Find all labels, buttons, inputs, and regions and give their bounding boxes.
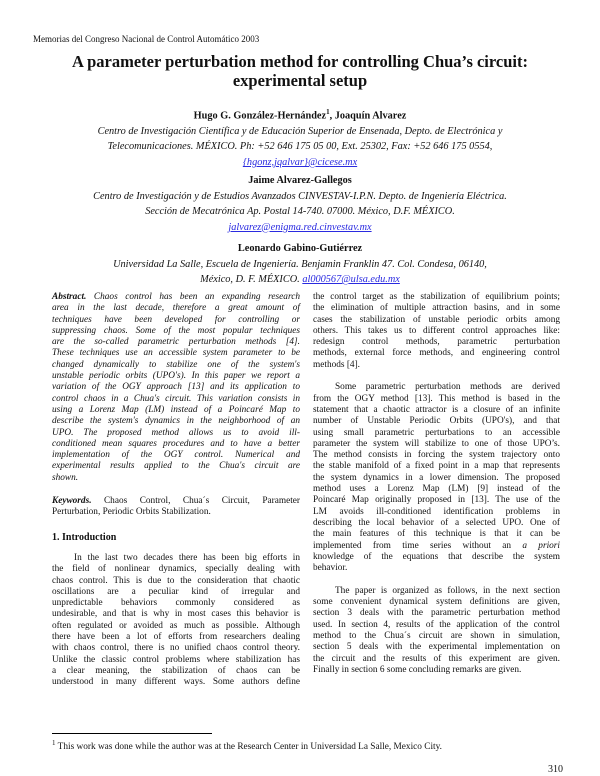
text-line: suppressing chaos. Some of the most popular techniques	[52, 325, 300, 336]
text-line: knowledge of the equations that describe the system	[313, 551, 560, 562]
text-line: are the so-called parametric perturbation methods [4].	[52, 337, 300, 348]
footnote-rule	[52, 733, 212, 734]
affiliation-line: Telecomunicaciones. MÉXICO. Ph: +52 646 175 05 00, Ext. 25302, Fax: +52 646 175 0554,	[107, 141, 493, 153]
author-names: Leonardo Gabino-Gutiérrez	[237, 243, 363, 254]
text-line: The paper is organized as follows, in the next section	[335, 585, 560, 596]
footnote-marker: 1	[52, 739, 56, 747]
text-line: behavior.	[313, 563, 348, 574]
text-line: used. In section 4, results of the application of the control	[313, 619, 560, 630]
text-line: a clear meaning, the stabilization of chaos can be	[52, 665, 300, 676]
affiliation-line: Sección de Mecatrónica Ap. Postal 14-740. 07000. México, D.F. MÉXICO.	[145, 206, 455, 217]
text-line: section 5 deals with the experimental implementation on	[313, 642, 560, 653]
abstract	[52, 292, 300, 484]
text-line: with chaos control, there is no unified chaos control theory.	[52, 643, 300, 654]
email-link[interactable]: al000567@ulsa.edu.mx	[302, 274, 400, 285]
email-link[interactable]: {hgonz,jqalvar}@cicese.mx	[242, 156, 358, 168]
affiliation-line: Centro de Investigación Científica y de Educación Superior de Ensenada, Depto. de Electrónica y	[97, 125, 503, 137]
author-names: Hugo G. González-Hernández	[193, 110, 327, 122]
text-line: the main features of this technique is that it can be	[313, 529, 560, 540]
text-line: the control target as the stabilization of equilibrium points;	[313, 292, 560, 302]
author-names: , Joaquín Alvarez	[329, 110, 407, 122]
intro-right-column	[313, 292, 560, 676]
email-link[interactable]: jalvarez@enigma.red.cinvestav.mx	[228, 221, 372, 233]
text-line: variation of the OGY approach [13] and its application to	[52, 382, 300, 393]
emphasis: a priori	[522, 540, 560, 551]
text-line: Finally in section 6 some concluding remarks are given.	[313, 664, 522, 675]
text-line: undesirable, and that is why in most cases this behavior is	[52, 609, 300, 620]
text-line: the elimination of multiple attraction basins, and in some	[313, 303, 560, 314]
text-line: chaos control. This is due to the consideration that chaotic	[52, 575, 300, 586]
affiliation-line: México, D. F. MÉXICO.	[200, 274, 303, 285]
text-line: number of Unstable Periodic Orbits (UPO's), and that	[313, 416, 560, 427]
author-block-1	[0, 105, 600, 170]
text-line: method to the Chua´s circuit are shown in simulation,	[313, 630, 560, 641]
text-line: Some parametric perturbation methods are derived	[335, 382, 560, 393]
text-line: implementation of the OGY control. Numerical and	[52, 450, 300, 461]
text-line: unpredictable behaviors commonly considered as	[52, 598, 300, 609]
author-block-3	[0, 241, 600, 288]
text-line: statement that a chaotic attractor is a closure of an infinite	[313, 404, 560, 415]
text-line: method uses a Lorenz Map (LM) [9] instead of the	[313, 484, 560, 495]
text-line: parameter the system will stabilize to one of those UPO’s.	[313, 438, 560, 449]
text-line: unstable periodic orbits (UPO's). In this paper we report a	[52, 371, 300, 382]
text-line: In the last two decades there has been big efforts in	[74, 553, 300, 563]
title-line: experimental setup	[232, 71, 368, 90]
text-line: section 3 deals with the parametric perturbation method	[313, 608, 560, 619]
footnote	[52, 739, 442, 752]
text-line: methods [4].	[313, 359, 360, 370]
text-line: others. This takes us to different control approaches like:	[313, 325, 560, 336]
text-line: the system dynamics in a lower dimension. The proposed	[313, 472, 560, 483]
affiliation-line: Centro de Investigación y de Estudios Avanzados CINVESTAV-I.P.N. Depto. de Ingeniería Eléctrica.	[93, 190, 507, 202]
text-line: using small parametric perturbations to an accessible	[313, 427, 560, 438]
text-line: conditioned mean squares procedures and to have a better	[52, 438, 300, 449]
text-line: shown.	[52, 472, 79, 483]
text-line: methods, external force methods, and engineering control	[313, 348, 560, 359]
text-line: changed dynamically to stabilize one of the system's	[52, 359, 300, 370]
text-line: oscillations are a peculiar kind of irregular and	[52, 586, 300, 597]
text-line: Poincaré Map originally proposed in [13]. The use of the	[313, 495, 560, 506]
label: Keywords.	[52, 496, 92, 506]
text-line: Perturbation, Periodic Orbits Stabilization.	[52, 507, 211, 518]
affiliation-line: Universidad La Salle, Escuela de Ingeniería. Benjamin Franklin 47. Col. Condesa, 06140,	[113, 258, 487, 270]
keywords	[52, 496, 300, 519]
author-block-2	[0, 173, 600, 235]
text-line: using a Lorenz Map (LM) instead of a Poincaré Map to	[52, 404, 300, 415]
label: Abstract.	[52, 292, 87, 302]
text-line: often regulated or avoided as much as possible. Although	[52, 620, 300, 631]
text-line: Keywords. Chaos Control, Chua´s Circuit, Parameter	[52, 496, 300, 506]
text-line: area in the last decade, therefore a great amount of	[52, 303, 300, 314]
text-line: techniques have been developed for controlling or	[52, 314, 300, 325]
text-line: LM avoids ill-conditioned identification problems in	[313, 506, 560, 517]
text-line: the stable manifold of a fixed point in a map that represents	[313, 461, 560, 472]
text-line: experimental results applied to the Chua's circuit are	[52, 461, 300, 472]
text-line: some convenient dynamical system definitions are given,	[313, 597, 560, 608]
title-line: A parameter perturbation method for controlling Chua’s circuit:	[71, 52, 528, 71]
text-line: describing the local behavior of a selected UPO. One of	[313, 517, 560, 528]
text-line: The method consists in forcing the system trajectory onto	[313, 450, 560, 461]
page-number: 310	[548, 764, 563, 775]
text-line: control chaos in a Chua's circuit. This variation consists in	[52, 393, 300, 404]
running-header: Memorias del Congreso Nacional de Control Automático 2003	[33, 34, 260, 44]
intro-left-column	[52, 553, 300, 689]
text-line: describe the system's dynamics in the neighborhood of an	[52, 416, 300, 427]
text-line: cases the stabilization of unstable periodic orbits among	[313, 314, 560, 325]
text-line: UPO. The proposed method allows us to avoid ill-	[52, 427, 300, 438]
text-line: Abstract. Chaos control has been an expanding research	[52, 292, 300, 302]
section-heading: 1. Introduction	[52, 532, 117, 543]
text-line: the field of nonlinear dynamics, specially dealing with	[52, 564, 300, 575]
paper-title	[0, 52, 600, 90]
text-line: there have been a lot of efforts from researchers dealing	[52, 632, 300, 643]
footnote-text: This work was done while the author was at the Research Center in Universidad La Salle, Mexico City.	[55, 742, 442, 753]
text-line: understood in many different ways. Some authors define	[52, 677, 300, 688]
text-line: implemented from time series without an a priori	[313, 540, 560, 551]
text-line: redesign control methods, parametric perturbation	[313, 337, 560, 348]
text-line: Unlike the classic control problems where stabilization has	[52, 654, 300, 665]
author-names: Jaime Alvarez-Gallegos	[248, 175, 352, 186]
text-line: from the OGY method [13]. This method is based in the	[313, 393, 560, 404]
text-line: the circuit and the results of this experiment are given.	[313, 653, 560, 664]
footnote-marker: 1	[326, 108, 330, 116]
text-line: These techniques use an accessible system parameter to be	[52, 348, 300, 359]
